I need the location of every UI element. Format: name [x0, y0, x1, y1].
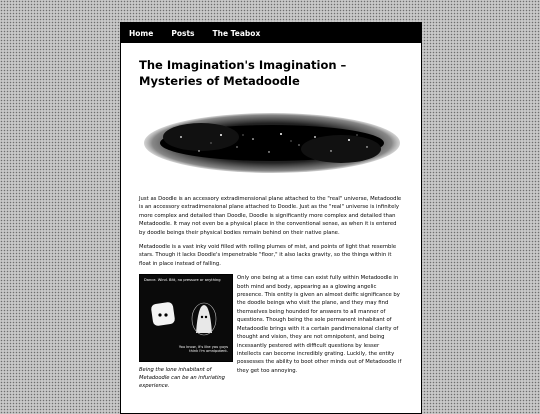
- post-page: [120, 22, 422, 414]
- side-paragraph: Only one being at a time can exist fully within Metadoodle in both mind and body, appearing as a glowing angelic presence. This entity is given an almost deific significance by the doodle beings who visit the plane, and they may find themselves being hounded for answers to all manner of questions. Though being the sole permanent inhabitant of Metadoodle brings with it a certain pandimensional clarity of thought and vision, they are not omnipotent, and being incessantly pestered with difficult questions by lesser intellects can become incredibly grating. Luckily, the entity possesses the ability to boot other minds out of Metadoodle if they get too annoying.: [237, 275, 402, 374]
- figure-image: [139, 274, 233, 362]
- doodle-characters-icon: [146, 289, 226, 347]
- nav-home[interactable]: Home: [129, 28, 154, 38]
- figure-row: [139, 274, 403, 390]
- post-content: [121, 57, 421, 391]
- nav-teabox[interactable]: The Teabox: [212, 28, 261, 38]
- figure-caption: Being the lone inhabitant of Metadoodle can be an infuriating experience.: [139, 367, 225, 389]
- paragraph-2: Metadoodle is a vast inky void filled with roiling plumes of mist, and points of light that resemble stars. Though it lacks Doodle's impenetrable "floor," it also lacks gravity, so the things within it float in place instead of falling.: [139, 244, 397, 267]
- paragraph-1: Just as Doodle is an accessory extradimensional plane attached to the "real" universe, Metadoodle is an accessory extradimensional plane attached to Doodle. Just as the "real" universe is infinitely more complex and detailed than Doodle, Doodle is significantly more complex and detailed than Metadoodle. It may not even be a physical place in the conventional sense, as when it is entered by doodle beings their physical bodies remain behind on their native plane.: [139, 196, 402, 236]
- figure: [139, 274, 231, 390]
- nav-posts[interactable]: Posts: [171, 28, 195, 38]
- figure-bottom-text: You know, it's like you guys think I'm omnipotent.: [178, 345, 228, 354]
- top-nav: [121, 23, 421, 43]
- metadoodle-banner: [141, 107, 403, 177]
- post-title: The Imagination's Imagination – Mysteries of Metadoodle: [139, 58, 347, 88]
- figure-top-text: Dance. Wind. Bitt, no pressure or anything: [144, 278, 221, 283]
